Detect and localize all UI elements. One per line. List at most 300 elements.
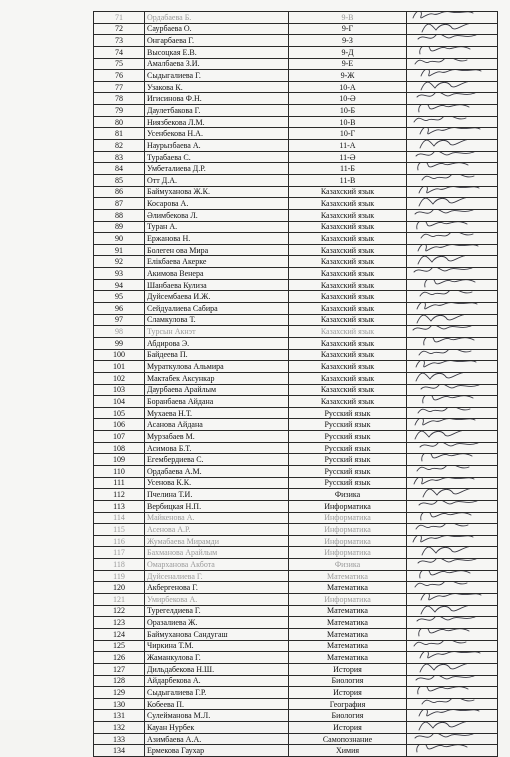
- teacher-name: Болеген ова Мира: [145, 244, 289, 256]
- handwritten-signature: [411, 628, 481, 640]
- signature-cell: [407, 489, 498, 501]
- signature-cell: [407, 221, 498, 233]
- teacher-name: Елікбаева Акерке: [145, 256, 289, 268]
- row-number: 91: [94, 244, 145, 256]
- row-number: 132: [94, 722, 145, 734]
- signature-cell: [407, 209, 498, 221]
- table-row: [94, 128, 498, 140]
- signature-cell: [407, 12, 498, 24]
- subject-or-class: 10-Г: [289, 128, 407, 140]
- table-row: [94, 698, 498, 710]
- handwritten-signature: [411, 303, 481, 315]
- row-number: 114: [94, 512, 145, 524]
- handwritten-signature: [411, 244, 481, 256]
- teacher-name: Отт Д.А.: [145, 174, 289, 186]
- handwritten-signature: [411, 209, 481, 221]
- signature-cell: [407, 582, 498, 594]
- signature-cell: [407, 407, 498, 419]
- teacher-name: Ниязбекова Л.М.: [145, 116, 289, 128]
- table-row: [94, 745, 498, 757]
- teacher-name: Амалбаева З.И.: [145, 58, 289, 70]
- subject-or-class: Казахский язык: [289, 256, 407, 268]
- teacher-name: Ержанова Н.: [145, 233, 289, 245]
- teacher-name: Дуйсеналиева Г.: [145, 570, 289, 582]
- handwritten-signature: [411, 465, 481, 477]
- subject-or-class: Химия: [289, 745, 407, 757]
- handwritten-signature: [411, 105, 481, 117]
- subject-or-class: Математика: [289, 628, 407, 640]
- table-row: [94, 442, 498, 454]
- teacher-name: Игисинова Ф.Н.: [145, 93, 289, 105]
- handwritten-signature: [411, 279, 481, 291]
- handwritten-signature: [411, 559, 481, 571]
- teacher-name: Высоцкая Е.В.: [145, 46, 289, 58]
- teacher-name: Байдеева П.: [145, 349, 289, 361]
- table-row: [94, 628, 498, 640]
- table-row: [94, 722, 498, 734]
- handwritten-signature: [411, 745, 481, 757]
- handwritten-signature: [411, 163, 481, 175]
- signature-cell: [407, 58, 498, 70]
- row-number: 82: [94, 140, 145, 152]
- table-row: [94, 186, 498, 198]
- subject-or-class: 9-Д: [289, 46, 407, 58]
- subject-or-class: 10-Ә: [289, 93, 407, 105]
- subject-or-class: Казахский язык: [289, 384, 407, 396]
- handwritten-signature: [411, 396, 481, 408]
- table-row: [94, 244, 498, 256]
- table-row: [94, 465, 498, 477]
- subject-or-class: История: [289, 687, 407, 699]
- row-number: 123: [94, 617, 145, 629]
- table-row: [94, 93, 498, 105]
- subject-or-class: Казахский язык: [289, 233, 407, 245]
- table-row: [94, 151, 498, 163]
- teacher-name: Кобеева П.: [145, 698, 289, 710]
- subject-or-class: История: [289, 663, 407, 675]
- subject-or-class: Казахский язык: [289, 349, 407, 361]
- teacher-name: Сейдуалиева Сабира: [145, 303, 289, 315]
- signature-cell: [407, 617, 498, 629]
- handwritten-signature: [411, 524, 481, 536]
- signature-cell: [407, 605, 498, 617]
- teacher-name: Мухаева Н.Т.: [145, 407, 289, 419]
- signature-cell: [407, 442, 498, 454]
- table-row: [94, 303, 498, 315]
- signature-cell: [407, 116, 498, 128]
- handwritten-signature: [411, 12, 481, 24]
- handwritten-signature: [411, 663, 481, 675]
- teacher-name: Жаманкулова Г.: [145, 652, 289, 664]
- table-row: [94, 559, 498, 571]
- table-row: [94, 454, 498, 466]
- table-row: [94, 209, 498, 221]
- handwritten-signature: [411, 594, 481, 606]
- subject-or-class: Казахский язык: [289, 221, 407, 233]
- teacher-name: Турабаева С.: [145, 151, 289, 163]
- subject-or-class: Казахский язык: [289, 209, 407, 221]
- subject-or-class: Информатика: [289, 512, 407, 524]
- table-row: [94, 361, 498, 373]
- subject-or-class: Математика: [289, 652, 407, 664]
- table-row: [94, 163, 498, 175]
- subject-or-class: 11-А: [289, 140, 407, 152]
- handwritten-signature: [411, 547, 481, 559]
- row-number: 104: [94, 396, 145, 408]
- subject-or-class: Информатика: [289, 594, 407, 606]
- handwritten-signature: [411, 605, 481, 617]
- row-number: 81: [94, 128, 145, 140]
- row-number: 78: [94, 93, 145, 105]
- row-number: 75: [94, 58, 145, 70]
- signature-table: [93, 11, 498, 757]
- signature-cell: [407, 663, 498, 675]
- subject-or-class: 9-Е: [289, 58, 407, 70]
- handwritten-signature: [411, 675, 481, 687]
- row-number: 134: [94, 745, 145, 757]
- teacher-name: Мактабек Аксункар: [145, 372, 289, 384]
- row-number: 119: [94, 570, 145, 582]
- signature-cell: [407, 70, 498, 82]
- subject-or-class: Информатика: [289, 524, 407, 536]
- teacher-name: Турсын Акнэт: [145, 326, 289, 338]
- handwritten-signature: [411, 582, 481, 594]
- signature-cell: [407, 46, 498, 58]
- row-number: 108: [94, 442, 145, 454]
- handwritten-signature: [411, 268, 481, 280]
- subject-or-class: Казахский язык: [289, 244, 407, 256]
- table-row: [94, 116, 498, 128]
- subject-or-class: Казахский язык: [289, 198, 407, 210]
- handwritten-signature: [411, 116, 481, 128]
- teacher-name: Майкенова А.: [145, 512, 289, 524]
- table-row: [94, 431, 498, 443]
- table-row: [94, 617, 498, 629]
- handwritten-signature: [411, 186, 481, 198]
- table-row: [94, 407, 498, 419]
- subject-or-class: 11-Ә: [289, 151, 407, 163]
- table-row: [94, 221, 498, 233]
- signature-cell: [407, 303, 498, 315]
- row-number: 130: [94, 698, 145, 710]
- handwritten-signature: [411, 512, 481, 524]
- teacher-name: Турегелдиева Г.: [145, 605, 289, 617]
- handwritten-signature: [411, 151, 481, 163]
- subject-or-class: Казахский язык: [289, 314, 407, 326]
- subject-or-class: География: [289, 698, 407, 710]
- table-row: [94, 605, 498, 617]
- table-row: [94, 268, 498, 280]
- teacher-name: Вербицкая Н.П.: [145, 500, 289, 512]
- table-row: [94, 81, 498, 93]
- signature-cell: [407, 151, 498, 163]
- handwritten-signature: [411, 314, 481, 326]
- subject-or-class: Математика: [289, 570, 407, 582]
- row-number: 116: [94, 535, 145, 547]
- table-row: [94, 198, 498, 210]
- row-number: 103: [94, 384, 145, 396]
- subject-or-class: Казахский язык: [289, 361, 407, 373]
- teacher-name: Жумабаева Мирамди: [145, 535, 289, 547]
- teacher-name: Акимова Венера: [145, 268, 289, 280]
- row-number: 131: [94, 710, 145, 722]
- table-row: [94, 524, 498, 536]
- teacher-name: Асенова А.Р.: [145, 524, 289, 536]
- table-row: [94, 570, 498, 582]
- subject-or-class: Математика: [289, 605, 407, 617]
- table-row: [94, 547, 498, 559]
- handwritten-signature: [411, 174, 481, 186]
- teacher-name: Пчелина Т.И.: [145, 489, 289, 501]
- handwritten-signature: [411, 361, 481, 373]
- signature-cell: [407, 291, 498, 303]
- teacher-name: Даурбаева Арайлым: [145, 384, 289, 396]
- handwritten-signature: [411, 233, 481, 245]
- table-row: [94, 174, 498, 186]
- teacher-name: Наурызбаева А.: [145, 140, 289, 152]
- row-number: 105: [94, 407, 145, 419]
- handwritten-signature: [411, 291, 481, 303]
- table-row: [94, 675, 498, 687]
- row-number: 113: [94, 500, 145, 512]
- table-row: [94, 256, 498, 268]
- subject-or-class: Казахский язык: [289, 303, 407, 315]
- teacher-name: Сыдыгалиева Г.Р.: [145, 687, 289, 699]
- table-row: [94, 279, 498, 291]
- signature-cell: [407, 396, 498, 408]
- handwritten-signature: [411, 372, 481, 384]
- subject-or-class: Биология: [289, 675, 407, 687]
- teacher-name: Акбергенова Г.: [145, 582, 289, 594]
- teacher-name: Даулетбакова Г.: [145, 105, 289, 117]
- subject-or-class: Физика: [289, 559, 407, 571]
- signature-cell: [407, 186, 498, 198]
- handwritten-signature: [411, 454, 481, 466]
- handwritten-signature: [411, 617, 481, 629]
- signature-cell: [407, 279, 498, 291]
- subject-or-class: Математика: [289, 582, 407, 594]
- row-number: 71: [94, 12, 145, 24]
- subject-or-class: Казахский язык: [289, 291, 407, 303]
- subject-or-class: Русский язык: [289, 477, 407, 489]
- handwritten-signature: [411, 652, 481, 664]
- handwritten-signature: [411, 93, 481, 105]
- table-row: [94, 35, 498, 47]
- signature-cell: [407, 372, 498, 384]
- teacher-name: Оразалиева Ж.: [145, 617, 289, 629]
- teacher-name: Шанбаева Кулиза: [145, 279, 289, 291]
- subject-or-class: Русский язык: [289, 465, 407, 477]
- signature-cell: [407, 244, 498, 256]
- table-row: [94, 314, 498, 326]
- table-row: [94, 663, 498, 675]
- signature-cell: [407, 198, 498, 210]
- subject-or-class: Русский язык: [289, 407, 407, 419]
- subject-or-class: Русский язык: [289, 442, 407, 454]
- subject-or-class: Самопознание: [289, 733, 407, 745]
- row-number: 97: [94, 314, 145, 326]
- handwritten-signature: [411, 722, 481, 734]
- handwritten-signature: [411, 419, 481, 431]
- row-number: 83: [94, 151, 145, 163]
- subject-or-class: 10-А: [289, 81, 407, 93]
- handwritten-signature: [411, 640, 481, 652]
- row-number: 96: [94, 303, 145, 315]
- subject-or-class: История: [289, 722, 407, 734]
- handwritten-signature: [411, 442, 481, 454]
- subject-or-class: Казахский язык: [289, 268, 407, 280]
- row-number: 93: [94, 268, 145, 280]
- row-number: 99: [94, 337, 145, 349]
- handwritten-signature: [411, 70, 481, 82]
- subject-or-class: Казахский язык: [289, 186, 407, 198]
- teacher-name: Туран А.: [145, 221, 289, 233]
- signature-cell: [407, 524, 498, 536]
- signature-cell: [407, 594, 498, 606]
- teacher-name: Мурзабаев М.: [145, 431, 289, 443]
- handwritten-signature: [411, 23, 481, 35]
- table-row: [94, 233, 498, 245]
- signature-cell: [407, 745, 498, 757]
- teacher-name: Абдирова Э.: [145, 337, 289, 349]
- handwritten-signature: [411, 431, 481, 443]
- row-number: 76: [94, 70, 145, 82]
- row-number: 120: [94, 582, 145, 594]
- row-number: 101: [94, 361, 145, 373]
- teacher-name: Сыдыгалиева Г.: [145, 70, 289, 82]
- handwritten-signature: [411, 500, 481, 512]
- row-number: 109: [94, 454, 145, 466]
- handwritten-signature: [411, 140, 481, 152]
- handwritten-signature: [411, 198, 481, 210]
- teacher-name: Азимбаева А.А.: [145, 733, 289, 745]
- signature-cell: [407, 361, 498, 373]
- subject-or-class: 9-В: [289, 12, 407, 24]
- row-number: 90: [94, 233, 145, 245]
- teacher-name: Чиркина Т.М.: [145, 640, 289, 652]
- signature-cell: [407, 652, 498, 664]
- subject-or-class: Физика: [289, 489, 407, 501]
- handwritten-signature: [411, 46, 481, 58]
- signature-cell: [407, 93, 498, 105]
- signature-cell: [407, 384, 498, 396]
- handwritten-signature: [411, 687, 481, 699]
- subject-or-class: Информатика: [289, 547, 407, 559]
- handwritten-signature: [411, 407, 481, 419]
- teacher-name: Узакова К.: [145, 81, 289, 93]
- signature-cell: [407, 326, 498, 338]
- table-row: [94, 489, 498, 501]
- signature-cell: [407, 465, 498, 477]
- subject-or-class: Казахский язык: [289, 396, 407, 408]
- teacher-name: Асанова Айдана: [145, 419, 289, 431]
- subject-or-class: Казахский язык: [289, 372, 407, 384]
- row-number: 79: [94, 105, 145, 117]
- handwritten-signature: [411, 570, 481, 582]
- subject-or-class: Казахский язык: [289, 279, 407, 291]
- signature-cell: [407, 570, 498, 582]
- table-row: [94, 58, 498, 70]
- row-number: 127: [94, 663, 145, 675]
- handwritten-signature: [411, 221, 481, 233]
- signature-cell: [407, 559, 498, 571]
- teacher-name: Баймуханова Ж.К.: [145, 186, 289, 198]
- handwritten-signature: [411, 489, 481, 501]
- row-number: 126: [94, 652, 145, 664]
- row-number: 107: [94, 431, 145, 443]
- row-number: 74: [94, 46, 145, 58]
- handwritten-signature: [411, 128, 481, 140]
- signature-cell: [407, 500, 498, 512]
- signature-cell: [407, 431, 498, 443]
- signature-cell: [407, 640, 498, 652]
- subject-or-class: Казахский язык: [289, 326, 407, 338]
- teacher-name: Баймуханова Сандугаш: [145, 628, 289, 640]
- signature-cell: [407, 23, 498, 35]
- table-row: [94, 326, 498, 338]
- row-number: 125: [94, 640, 145, 652]
- teacher-name: Асимова Б.Т.: [145, 442, 289, 454]
- table-row: [94, 582, 498, 594]
- signature-cell: [407, 349, 498, 361]
- table-row: [94, 594, 498, 606]
- subject-or-class: 9-Ж: [289, 70, 407, 82]
- signature-cell: [407, 477, 498, 489]
- row-number: 112: [94, 489, 145, 501]
- table-row: [94, 23, 498, 35]
- teacher-name: Ермекова Гаухар: [145, 745, 289, 757]
- handwritten-signature: [411, 35, 481, 47]
- subject-or-class: Информатика: [289, 500, 407, 512]
- row-number: 115: [94, 524, 145, 536]
- handwritten-signature: [411, 698, 481, 710]
- row-number: 102: [94, 372, 145, 384]
- subject-or-class: Информатика: [289, 535, 407, 547]
- signature-cell: [407, 337, 498, 349]
- teacher-name: Саурбаева О.: [145, 23, 289, 35]
- row-number: 129: [94, 687, 145, 699]
- row-number: 106: [94, 419, 145, 431]
- table-row: [94, 105, 498, 117]
- signature-cell: [407, 163, 498, 175]
- table-row: [94, 70, 498, 82]
- teacher-name: Мураткулова Альмира: [145, 361, 289, 373]
- signature-cell: [407, 174, 498, 186]
- row-number: 94: [94, 279, 145, 291]
- table-row: [94, 733, 498, 745]
- row-number: 86: [94, 186, 145, 198]
- table-row: [94, 337, 498, 349]
- signature-cell: [407, 687, 498, 699]
- handwritten-signature: [411, 535, 481, 547]
- row-number: 100: [94, 349, 145, 361]
- signature-cell: [407, 256, 498, 268]
- teacher-name: Сулейманова М.Л.: [145, 710, 289, 722]
- table-row: [94, 687, 498, 699]
- table-row: [94, 500, 498, 512]
- table-row: [94, 652, 498, 664]
- row-number: 89: [94, 221, 145, 233]
- row-number: 95: [94, 291, 145, 303]
- subject-or-class: 11-В: [289, 174, 407, 186]
- teacher-name: Ордабаева Б.: [145, 12, 289, 24]
- subject-or-class: 9-З: [289, 35, 407, 47]
- table-row: [94, 372, 498, 384]
- row-number: 72: [94, 23, 145, 35]
- table-row: [94, 46, 498, 58]
- signature-cell: [407, 722, 498, 734]
- row-number: 85: [94, 174, 145, 186]
